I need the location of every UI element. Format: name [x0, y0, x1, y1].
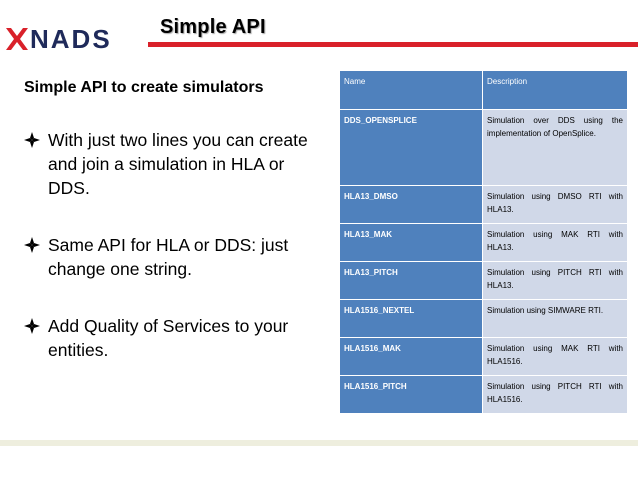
api-description-cell: Simulation using SIMWARE RTI. [483, 300, 628, 338]
table-row [340, 376, 628, 414]
bullet-item [24, 314, 324, 362]
bullet-list [24, 128, 324, 395]
table-row [340, 300, 628, 338]
slide-title: Simple API [160, 16, 266, 38]
nads-logo [6, 26, 130, 50]
footer-divider [0, 440, 638, 446]
title-underline-bar [148, 42, 638, 47]
api-description-cell: Simulation using PITCH RTI with HLA13. [483, 262, 628, 300]
api-description-cell: Simulation using DMSO RTI with HLA13. [483, 186, 628, 224]
api-description-cell: Simulation using MAK RTI with HLA13. [483, 224, 628, 262]
bullet-text: With just two lines you can create and join a simulation in HLA or DDS. [48, 130, 308, 198]
table-row [340, 224, 628, 262]
api-name-cell: HLA1516_NEXTEL [340, 300, 483, 338]
api-name-cell: HLA1516_PITCH [340, 376, 483, 414]
api-table [339, 70, 628, 414]
diamond-bullet-icon [24, 132, 40, 148]
table-row [340, 338, 628, 376]
header [0, 0, 638, 60]
bullet-text: Add Quality of Services to your entities. [48, 316, 289, 360]
table-row [340, 262, 628, 300]
api-description-cell: Simulation over DDS using the implementation of OpenSplice. [483, 110, 628, 186]
table-row [340, 186, 628, 224]
table-header-row [340, 71, 628, 110]
api-name-cell: HLA13_DMSO [340, 186, 483, 224]
column-header-name: Name [340, 71, 483, 110]
api-description-cell: Simulation using MAK RTI with HLA1516. [483, 338, 628, 376]
diamond-bullet-icon [24, 237, 40, 253]
left-section-title: Simple API to create simulators [24, 79, 264, 96]
table-row [340, 110, 628, 186]
api-name-cell: HLA13_MAK [340, 224, 483, 262]
bullet-item [24, 128, 324, 200]
api-name-cell: DDS_OPENSPLICE [340, 110, 483, 186]
bullet-item [24, 233, 324, 281]
api-name-cell: HLA13_PITCH [340, 262, 483, 300]
bullet-text: Same API for HLA or DDS: just change one string. [48, 235, 289, 279]
api-description-cell: Simulation using PITCH RTI with HLA1516. [483, 376, 628, 414]
diamond-bullet-icon [24, 318, 40, 334]
api-name-cell: HLA1516_MAK [340, 338, 483, 376]
logo-text: NADS [30, 26, 112, 50]
column-header-description: Description [483, 71, 628, 110]
